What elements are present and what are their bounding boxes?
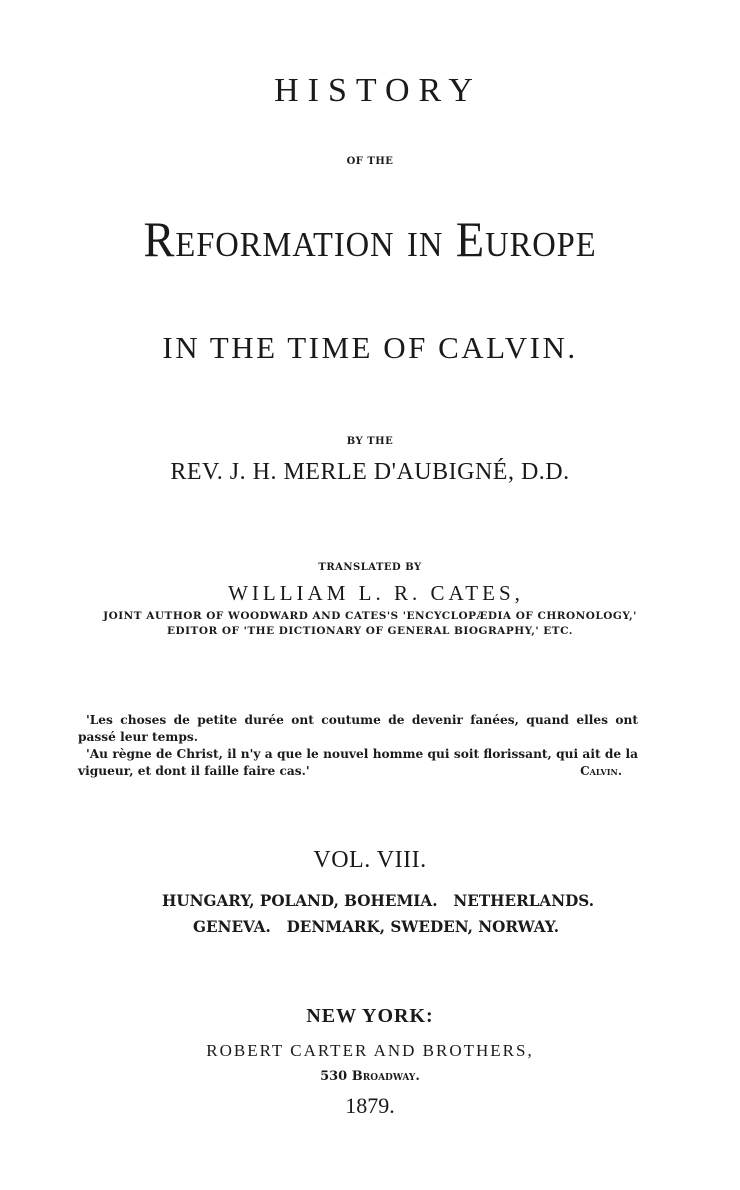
translator-credit-1: JOINT AUTHOR OF WOODWARD AND CATES'S 'ENCYCLOPÆDIA OF CHRONOLOGY,' bbox=[103, 610, 637, 622]
epigraph-paragraph-2: 'Au règne de Christ, il n'y a que le nouvel homme qui soit florissant, qui ait de la vigueur, et dont il faille faire cas.' bbox=[78, 747, 638, 778]
heading-history: HISTORY bbox=[274, 72, 482, 109]
epigraph bbox=[78, 712, 638, 780]
volume-number: VOL. VIII. bbox=[313, 847, 427, 873]
publication-place: NEW YORK: bbox=[306, 1005, 434, 1027]
by-the-text: BY THE bbox=[346, 436, 394, 447]
address-street: Broadway. bbox=[351, 1069, 420, 1084]
epigraph-paragraph-1: 'Les choses de petite durée ont coutume de devenir fanées, quand elles ont passé leur temps. bbox=[78, 713, 638, 744]
contents-line-2: GENEVA. DENMARK, SWEDEN, NORWAY. bbox=[193, 917, 559, 936]
publisher-name: ROBERT CARTER AND BROTHERS, bbox=[206, 1041, 534, 1060]
address-number: 530 bbox=[320, 1069, 348, 1084]
publication-year: 1879. bbox=[345, 1093, 395, 1118]
epigraph-paragraph-2-row bbox=[78, 746, 638, 780]
author-name: REV. J. H. MERLE D'AUBIGNÉ, D.D. bbox=[170, 459, 570, 485]
contents-line-1: HUNGARY, POLAND, BOHEMIA. NETHERLANDS. bbox=[161, 891, 595, 910]
publisher-address bbox=[0, 1069, 740, 1084]
of-the-text: OF THE bbox=[346, 156, 394, 167]
translated-by-text: TRANSLATED BY bbox=[318, 562, 422, 573]
main-title: Reformation in Europe bbox=[143, 211, 597, 267]
subtitle: IN THE TIME OF CALVIN. bbox=[162, 330, 578, 365]
epigraph-attribution: Calvin. bbox=[580, 764, 622, 778]
translator-name: WILLIAM L. R. CATES, bbox=[228, 581, 524, 605]
translator-credit-2: EDITOR OF 'THE DICTIONARY OF GENERAL BIOGRAPHY,' ETC. bbox=[167, 625, 573, 637]
